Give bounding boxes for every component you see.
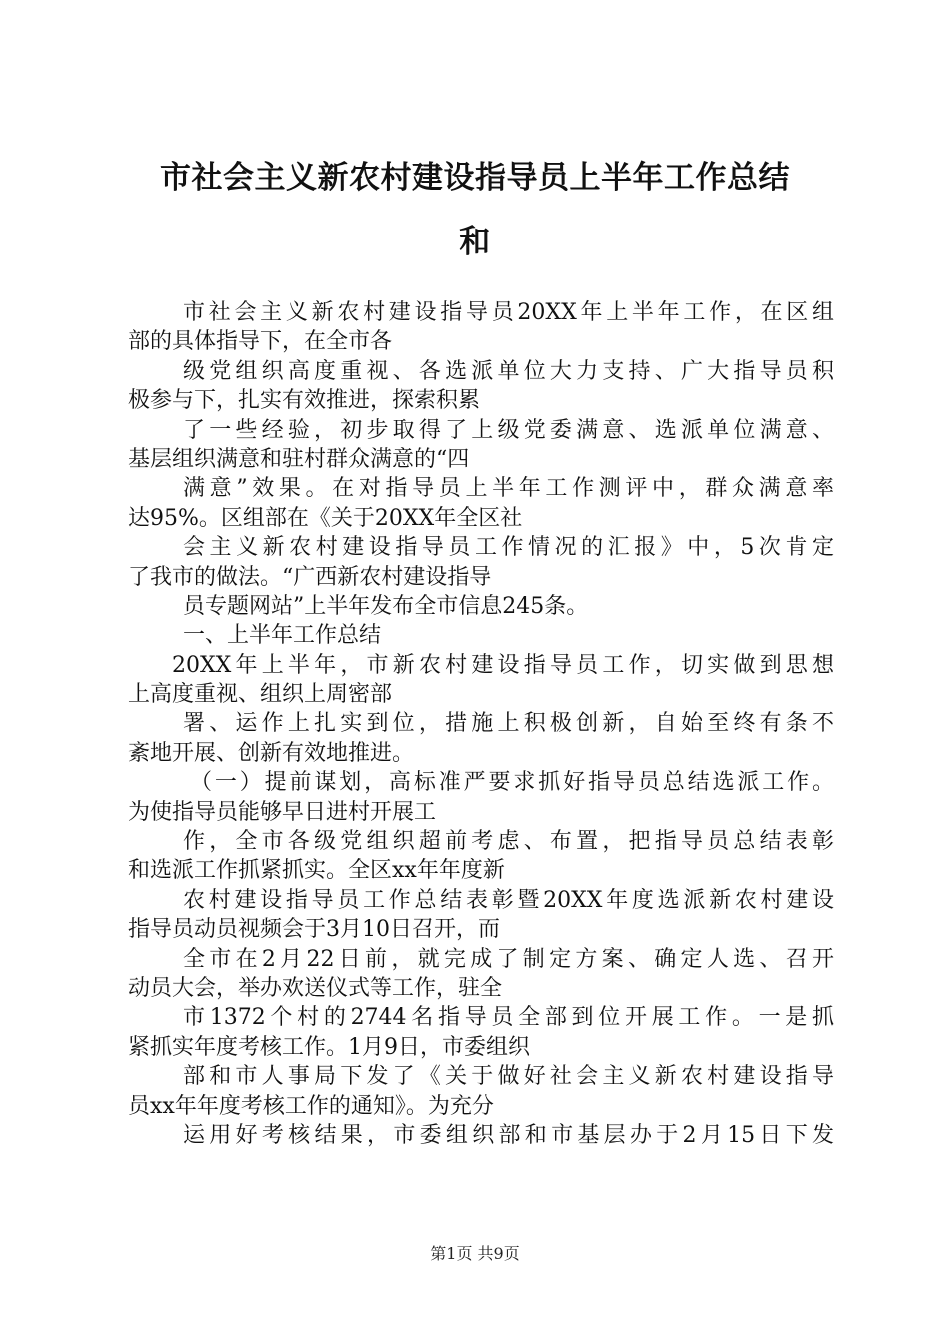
section-heading: 一、上半年工作总结 <box>183 623 382 649</box>
body-line: 基层组织满意和驻村群众满意的“四 <box>128 446 470 472</box>
page-number-footer: 第1页 共9页 <box>430 1244 520 1263</box>
body-line: 运用好考核结果，市委组织部和市基层办于2月15日下发 <box>183 1122 834 1148</box>
subsection-heading: （一）提前谋划，高标准严要求抓好指导员总结选派工作。 <box>190 770 834 796</box>
body-line: 动员大会，举办欢送仪式等工作，驻全 <box>128 975 503 1001</box>
body-line: 部和市人事局下发了《关于做好社会主义新农村建设指导 <box>183 1064 834 1090</box>
body-line: 满意”效果。在对指导员上半年工作测评中，群众满意率 <box>183 476 834 502</box>
body-line: 级党组织高度重视、各选派单位大力支持、广大指导员积 <box>183 358 834 384</box>
document-body <box>128 298 834 1150</box>
body-line: 为使指导员能够早日进村开展工 <box>128 799 437 825</box>
body-line: 了一些经验，初步取得了上级党委满意、选派单位满意、 <box>183 417 834 443</box>
body-line: 部的具体指导下，在全市各 <box>128 329 393 355</box>
document-title-line-1: 市社会主义新农村建设指导员上半年工作总结 <box>160 160 790 196</box>
body-line: 上高度重视、组织上周密部 <box>128 682 393 708</box>
body-line: 达95%。区组部在《关于20XX年全区社 <box>128 505 523 531</box>
body-line: 市1372个村的2744名指导员全部到位开展工作。一是抓 <box>183 1005 834 1031</box>
body-line: 了我市的做法。“广西新农村建设指导 <box>128 564 492 590</box>
body-line: 紊地开展、创新有效地推进。 <box>128 740 415 766</box>
body-line: 和选派工作抓紧抓实。全区xx年年度新 <box>128 858 505 884</box>
body-line: 署、运作上扎实到位，措施上积极创新，自始至终有条不 <box>183 711 834 737</box>
body-line: 会主义新农村建设指导员工作情况的汇报》中，5次肯定 <box>183 535 834 561</box>
body-line: 员专题网站”上半年发布全市信息245条。 <box>183 593 589 619</box>
body-line: 全市在2月22日前，就完成了制定方案、确定人选、召开 <box>183 946 834 972</box>
document-title-line-2: 和 <box>459 224 491 260</box>
body-line: 农村建设指导员工作总结表彰暨20XX年度选派新农村建设 <box>183 887 834 913</box>
body-line: 指导员动员视频会于3月10日召开，而 <box>128 917 500 943</box>
body-line: 作，全市各级党组织超前考虑、布置，把指导员总结表彰 <box>183 829 834 855</box>
body-line: 市社会主义新农村建设指导员20XX年上半年工作，在区组 <box>183 300 834 325</box>
body-line: 极参与下，扎实有效推进，探索积累 <box>128 388 481 414</box>
body-line: 员xx年年度考核工作的通知》。为充分 <box>128 1093 494 1119</box>
body-line: 紧抓实年度考核工作。1月9日，市委组织 <box>128 1034 530 1060</box>
body-line: 20XX年上半年，市新农村建设指导员工作，切实做到思想 <box>172 652 834 678</box>
